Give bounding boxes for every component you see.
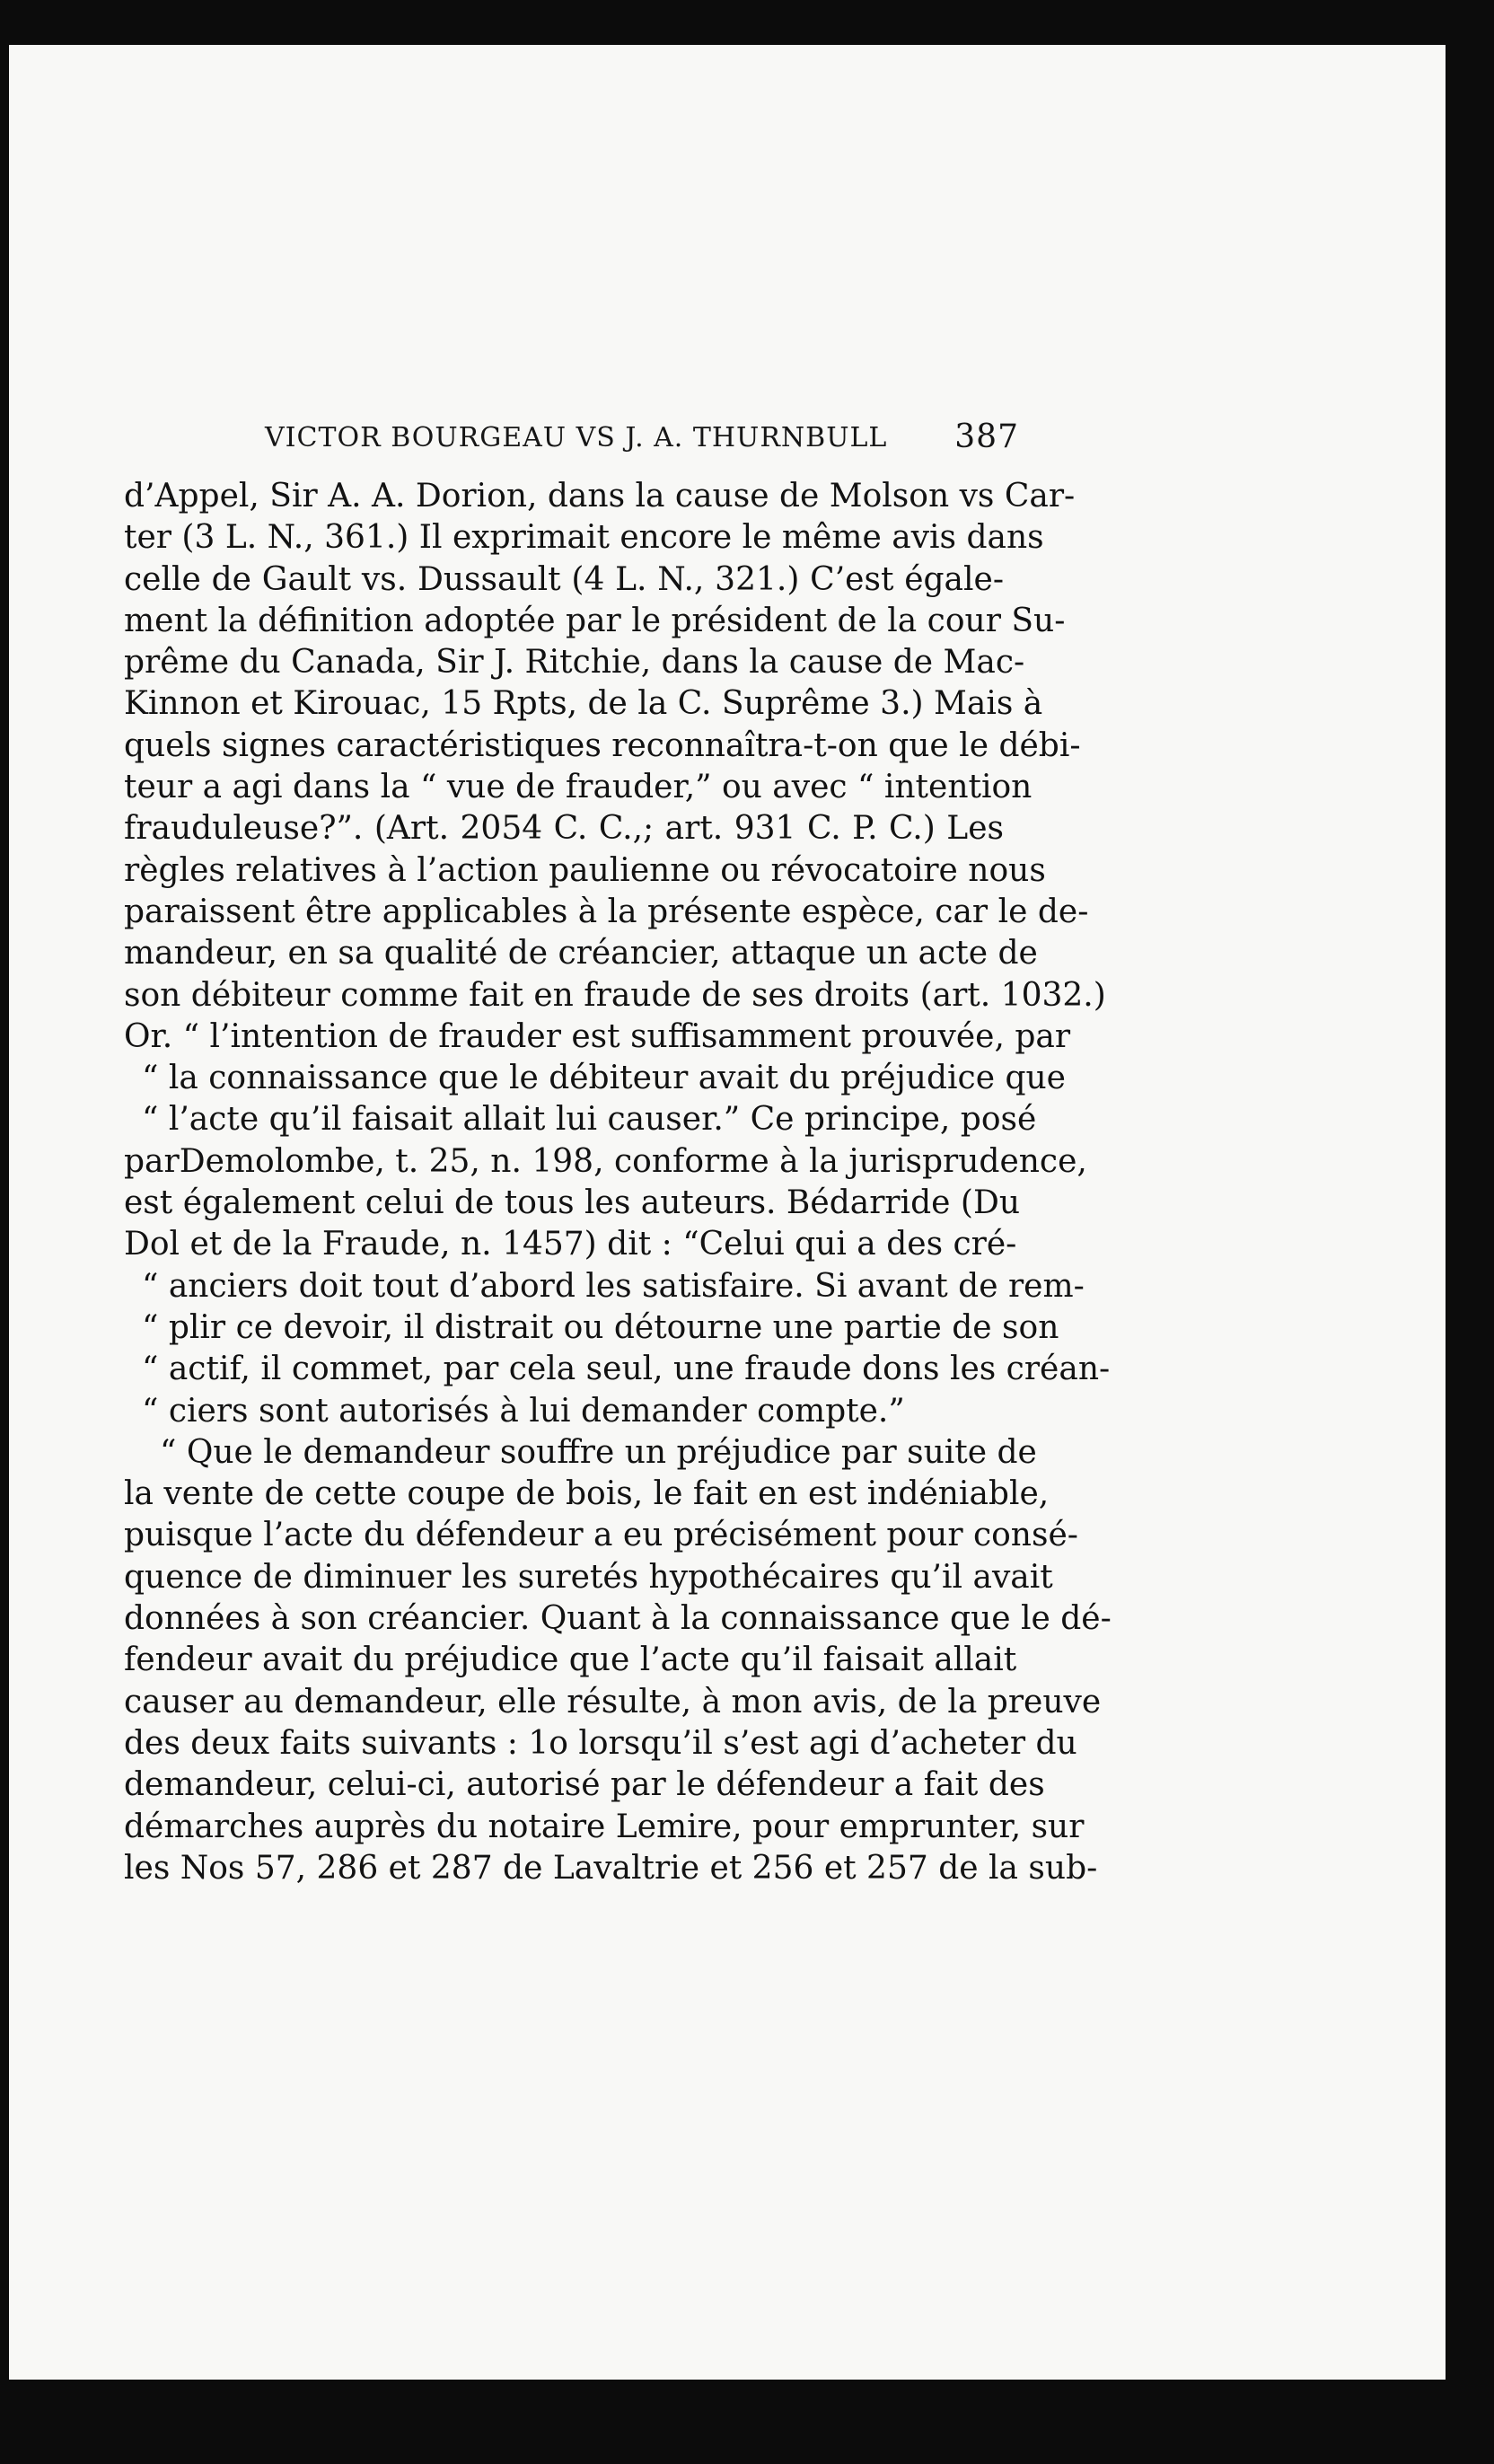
text-line: quels signes caractéristiques reconnaîtra-t-on que le débi- <box>124 726 1081 764</box>
text-line: “ l’acte qu’il faisait allait lui causer.” Ce principe, posé <box>142 1101 1037 1139</box>
text-line: ter (3 L. N., 361.) Il exprimait encore le même avis dans <box>124 519 1044 557</box>
text-line: “ ciers sont autorisés à lui demander compte.” <box>142 1392 905 1430</box>
text-line: prême du Canada, Sir J. Ritchie, dans la cause de Mac- <box>124 644 1025 682</box>
text-line: fendeur avait du préjudice que l’acte qu’il faisait allait <box>124 1641 1017 1679</box>
page-number: 387 <box>954 418 1019 455</box>
text-line: “ actif, il commet, par cela seul, une fraude dons les créan- <box>142 1351 1111 1388</box>
text-line: quence de diminuer les suretés hypothécaires qu’il avait <box>124 1558 1053 1596</box>
text-line: données à son créancier. Quant à la connaissance que le dé- <box>124 1600 1112 1638</box>
text-line: teur a agi dans la “ vue de frauder,” ou avec “ intention <box>124 769 1033 806</box>
running-header <box>265 411 1019 465</box>
text-line: mandeur, en sa qualité de créancier, attaque un acte de <box>124 935 1038 972</box>
text-line: demandeur, celui-ci, autorisé par le défendeur a fait des <box>124 1766 1045 1804</box>
text-line: d’Appel, Sir A. A. Dorion, dans la cause de Molson vs Car- <box>124 478 1076 515</box>
text-line: celle de Gault vs. Dussault (4 L. N., 321.) C’est égale- <box>124 560 1004 598</box>
text-line: parDemolombe, t. 25, n. 198, conforme à la jurisprudence, <box>124 1142 1087 1180</box>
text-line: Or. “ l’intention de frauder est suffisamment prouvée, par <box>124 1017 1071 1055</box>
text-line: règles relatives à l’action paulienne ou révocatoire nous <box>124 851 1046 889</box>
text-line: démarches auprès du notaire Lemire, pour emprunter, sur <box>124 1808 1085 1845</box>
text-line: frauduleuse?”. (Art. 2054 C. C.,; art. 931 C. P. C.) Les <box>124 810 1004 848</box>
text-line: puisque l’acte du défendeur a eu précisément pour consé- <box>124 1517 1078 1554</box>
text-line: les Nos 57, 286 et 287 de Lavaltrie et 256 et 257 de la sub- <box>124 1849 1098 1887</box>
text-line: la vente de cette coupe de bois, le fait en est indéniable, <box>124 1475 1050 1513</box>
text-line: Kinnon et Kirouac, 15 Rpts, de la C. Suprême 3.) Mais à <box>124 685 1043 723</box>
text-line: son débiteur comme fait en fraude de ses droits (art. 1032.) <box>124 976 1106 1014</box>
text-line: “ Que le demandeur souffre un préjudice par suite de <box>160 1433 1037 1471</box>
book-page <box>9 45 1446 2380</box>
text-line: paraissent être applicables à la présente espèce, car le de- <box>124 893 1089 930</box>
text-line: des deux faits suivants : 1o lorsqu’il s’est agi d’acheter du <box>124 1724 1077 1762</box>
text-line: “ la connaissance que le débiteur avait du préjudice que <box>142 1060 1066 1097</box>
text-line: est également celui de tous les auteurs. Bédarride (Du <box>124 1184 1021 1222</box>
text-line: causer au demandeur, elle résulte, à mon avis, de la preuve <box>124 1683 1102 1720</box>
body-text <box>124 476 1112 1889</box>
running-title: VICTOR BOURGEAU VS J. A. THURNBULL <box>265 422 888 453</box>
text-line: ment la définition adoptée par le président de la cour Su- <box>124 602 1066 639</box>
text-line: “ plir ce devoir, il distrait ou détourne une partie de son <box>142 1308 1059 1346</box>
text-line: “ anciers doit tout d’abord les satisfaire. Si avant de rem- <box>142 1267 1085 1305</box>
text-line: Dol et de la Fraude, n. 1457) dit : “Celui qui a des cré- <box>124 1226 1017 1263</box>
